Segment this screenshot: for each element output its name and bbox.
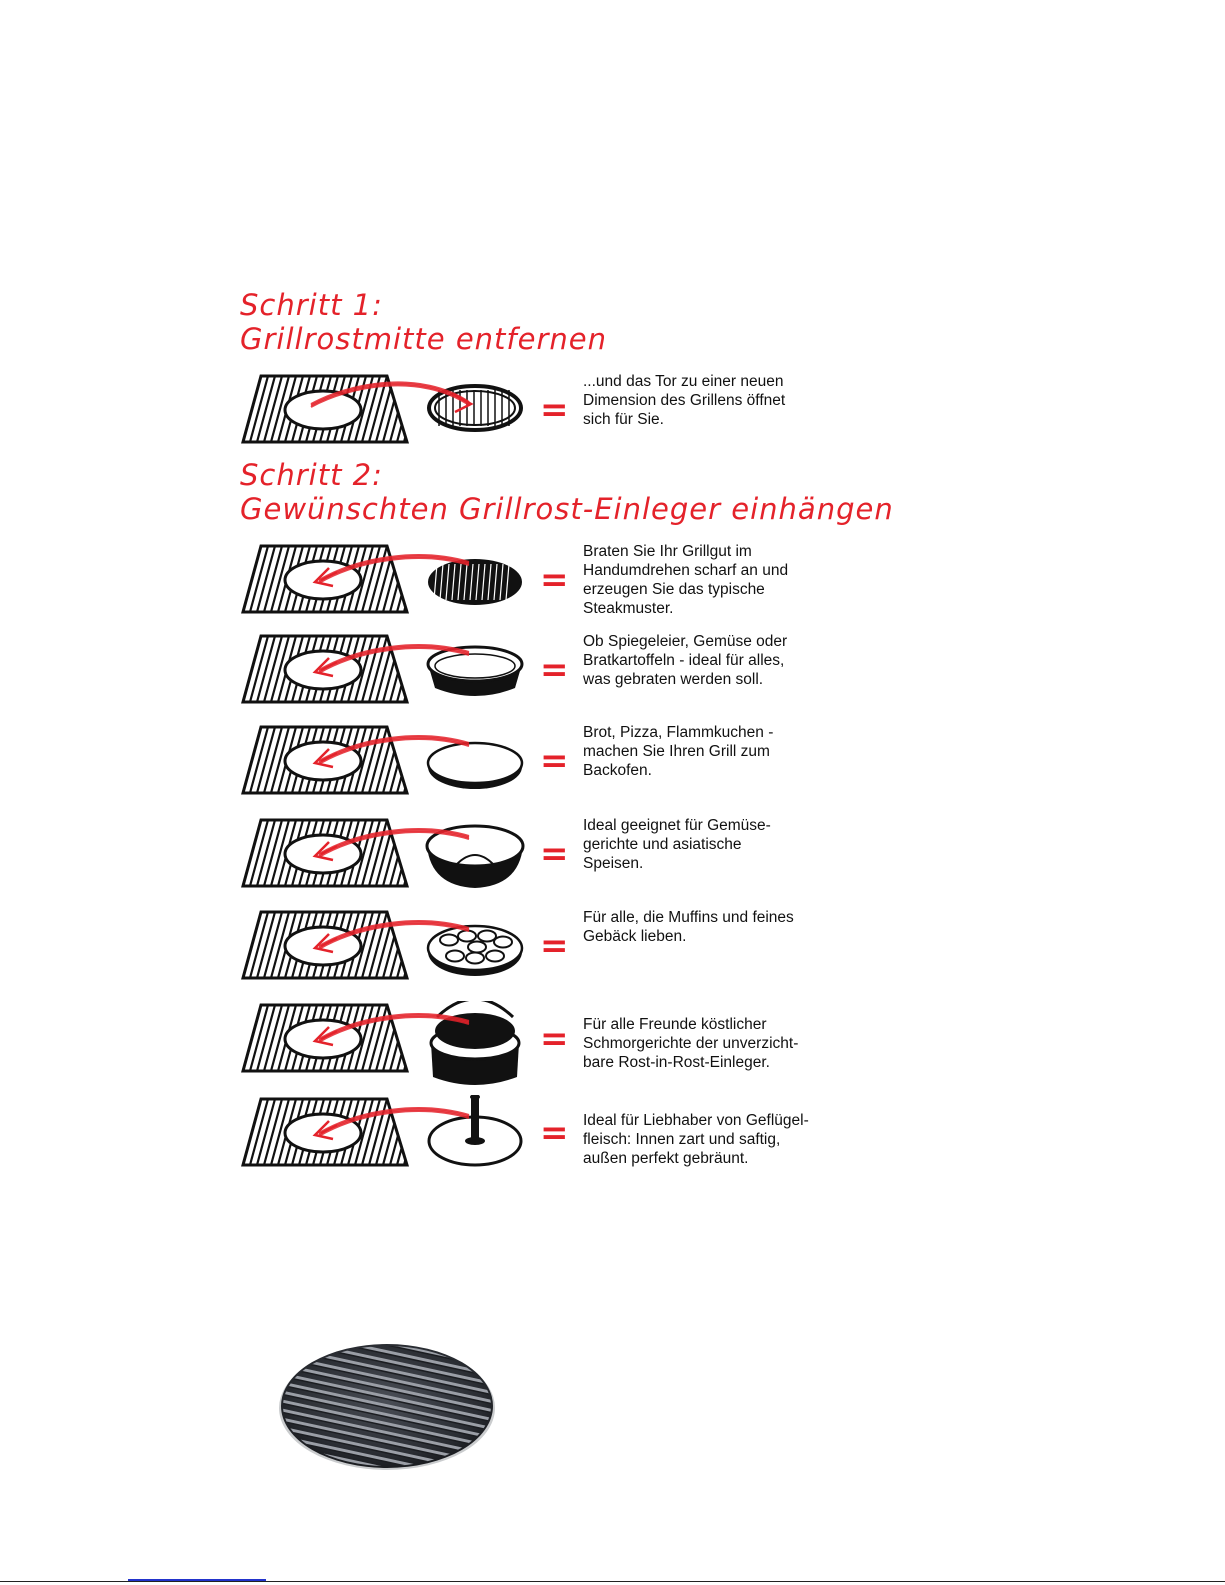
row-description: Für alle Freunde köstlicher Schmorgerichte der unverzicht- bare Rost-in-Rost-Einleger. <box>583 1016 799 1071</box>
grill-plate-photo <box>276 1340 498 1472</box>
row-description: Ideal für Liebhaber von Geflügel- fleisch: Innen zart und saftig, außen perfekt gebräunt. <box>583 1112 809 1167</box>
grill-grate-icon <box>241 542 541 618</box>
row-wok <box>241 816 841 892</box>
muffin-tray-icon <box>428 926 522 976</box>
step-1-subtitle: Grillrostmitte entfernen <box>240 322 607 356</box>
row-grill-plate <box>241 542 841 618</box>
pan-icon <box>428 647 522 696</box>
grill-plate-icon <box>428 559 522 605</box>
grill-grate-icon <box>241 1095 541 1171</box>
pizza-stone-icon <box>428 743 522 789</box>
grill-grate-icon <box>241 1001 541 1091</box>
row-poultry-roaster <box>241 1095 841 1171</box>
page-divider <box>0 1581 1225 1582</box>
grill-grate-icon <box>241 908 541 984</box>
dutch-oven-icon <box>431 1001 519 1085</box>
equals-sign: = <box>540 1019 569 1059</box>
equals-sign: = <box>540 834 569 874</box>
poultry-roaster-icon <box>429 1095 521 1165</box>
equals-sign: = <box>540 560 569 600</box>
grill-grate-icon <box>241 632 541 708</box>
step-2-title: Schritt 2: <box>240 458 383 492</box>
equals-sign: = <box>540 650 569 690</box>
grill-grate-icon <box>241 372 541 448</box>
row-ring-grid <box>241 372 841 448</box>
grill-grate-icon <box>241 816 541 892</box>
equals-sign: = <box>540 390 569 430</box>
step-2-subtitle: Gewünschten Grillrost-Einleger einhängen <box>240 492 894 526</box>
row-pan <box>241 632 841 708</box>
grill-grate-icon <box>241 723 541 799</box>
step-1-heading <box>240 288 607 356</box>
row-dutch-oven <box>241 1001 841 1077</box>
equals-sign: = <box>540 926 569 966</box>
equals-sign: = <box>540 741 569 781</box>
footer-link-underline <box>128 1578 266 1581</box>
row-description: Ob Spiegeleier, Gemüse oder Bratkartoffeln - ideal für alles, was gebraten werden soll. <box>583 633 788 688</box>
equals-sign: = <box>540 1113 569 1153</box>
step-2-heading <box>240 458 894 526</box>
wok-icon <box>427 826 523 888</box>
row-description: ...und das Tor zu einer neuen Dimension des Grillens öffnet sich für Sie. <box>583 373 786 428</box>
row-description: Für alle, die Muffins und feines Gebäck lieben. <box>583 909 794 945</box>
row-description: Ideal geeignet für Gemüse- gerichte und asiatische Speisen. <box>583 817 771 872</box>
step-1-title: Schritt 1: <box>240 288 383 322</box>
row-description: Braten Sie Ihr Grillgut im Handumdrehen scharf an und erzeugen Sie das typische Steakmuster. <box>583 543 789 617</box>
row-description: Brot, Pizza, Flammkuchen - machen Sie Ihren Grill zum Backofen. <box>583 724 774 779</box>
row-muffin-tray <box>241 908 841 984</box>
row-pizza-stone <box>241 723 841 799</box>
